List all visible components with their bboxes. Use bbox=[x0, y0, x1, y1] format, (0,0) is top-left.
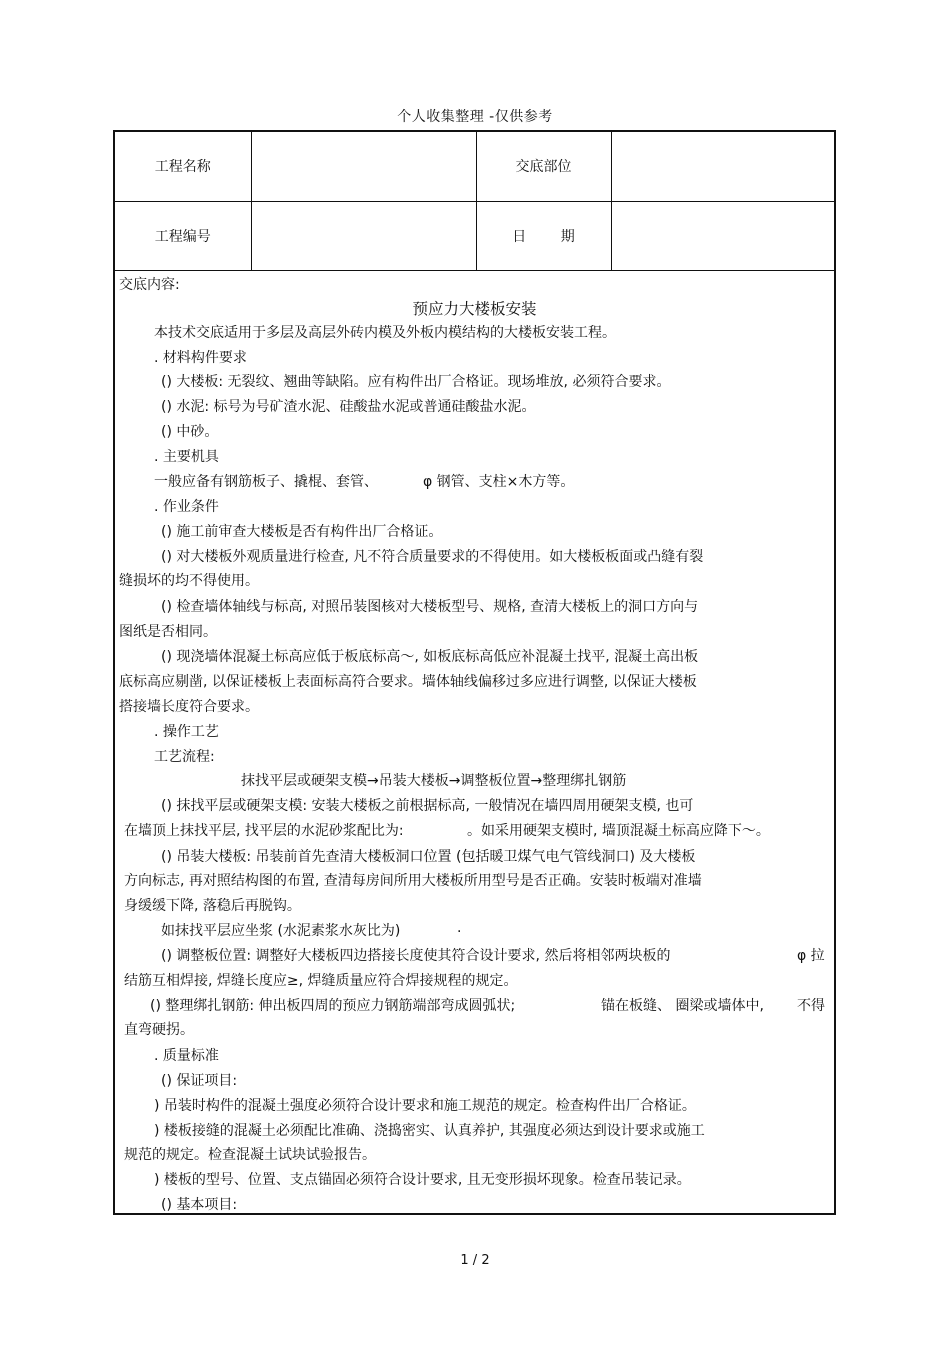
info-table bbox=[115, 132, 834, 271]
project-no-label: 工程编号 bbox=[115, 201, 251, 270]
date-label: 日 期 bbox=[476, 201, 611, 270]
subsection-heading: () 保证项目: bbox=[161, 1073, 238, 1089]
handover-part-label: 交底部位 bbox=[476, 132, 611, 201]
process-flow: 抹找平层或硬架支模→吊装大楼板→调整板位置→整理绑扎钢筋 bbox=[241, 773, 627, 789]
paragraph-text: 一般应备有钢筋板子、撬棍、套管、 bbox=[154, 474, 378, 490]
subsection-heading: () 基本项目: bbox=[161, 1197, 238, 1213]
project-name-field[interactable] bbox=[251, 132, 476, 201]
intro-text: 本技术交底适用于多层及高层外砖内模及外板内模结构的大楼板安装工程。 bbox=[154, 325, 616, 341]
paragraph-text: 如抹找平层应坐浆 (水泥素浆水灰比为) bbox=[161, 923, 401, 939]
list-item: () 抹找平层或硬架支模: 安装大楼板之前根据标高, 一般情况在墙四周用硬架支模, 也可 bbox=[161, 798, 694, 814]
paragraph-text: . bbox=[457, 920, 462, 936]
list-item-continued: 缝损坏的均不得使用。 bbox=[119, 573, 259, 589]
list-item: () 调整板位置: 调整好大楼板四边搭接长度使其符合设计要求, 然后将相邻两块板的 bbox=[161, 948, 671, 964]
paragraph-text: φ 钢管、支柱×木方等。 bbox=[423, 474, 575, 490]
page-number: 1 / 2 bbox=[460, 1253, 490, 1268]
handover-form bbox=[113, 130, 836, 1215]
list-item: ) 楼板的型号、位置、支点锚固必须符合设计要求, 且无变形损坏现象。检查吊装记录。 bbox=[154, 1172, 691, 1188]
list-item-continued: 身缓缓下降, 落稳后再脱钩。 bbox=[124, 898, 301, 914]
list-item-continued: 直弯硬拐。 bbox=[124, 1022, 194, 1038]
content-label: 交底内容: bbox=[119, 277, 180, 293]
section-heading: . 操作工艺 bbox=[154, 724, 219, 740]
list-item-continued: 结筋互相焊接, 焊缝长度应≥, 焊缝质量应符合焊接规程的规定。 bbox=[124, 973, 518, 989]
list-item-continued: 在墙顶上抹找平层, 找平层的水泥砂浆配比为: bbox=[124, 823, 404, 839]
list-item: () 现浇墙体混凝土标高应低于板底标高～, 如板底标高低应补混凝土找平, 混凝土高出板 bbox=[161, 649, 699, 665]
content-title: 预应力大楼板安装 bbox=[412, 300, 537, 318]
list-item: 不得 bbox=[797, 998, 825, 1014]
list-item: () 中砂。 bbox=[161, 424, 219, 440]
list-item: () 吊装大楼板: 吊装前首先查清大楼板洞口位置 (包括暖卫煤气电气管线洞口) 及大楼板 bbox=[161, 849, 696, 865]
list-item-continued: 规范的规定。检查混凝土试块试验报告。 bbox=[124, 1147, 376, 1163]
list-item: () 水泥: 标号为号矿渣水泥、硅酸盐水泥或普通硅酸盐水泥。 bbox=[161, 399, 536, 415]
date-field[interactable] bbox=[611, 201, 834, 270]
section-heading: . 主要机具 bbox=[154, 449, 219, 465]
list-item: () 大楼板: 无裂纹、翘曲等缺陷。应有构件出厂合格证。现场堆放, 必须符合要求。 bbox=[161, 374, 671, 390]
list-item: () 施工前审查大楼板是否有构件出厂合格证。 bbox=[161, 524, 443, 540]
list-item: 锚在板缝、 圈梁或墙体中, bbox=[601, 998, 764, 1014]
list-item: () 检查墙体轴线与标高, 对照吊装图核对大楼板型号、规格, 查清大楼板上的洞口方向与 bbox=[161, 599, 699, 615]
section-heading: . 作业条件 bbox=[154, 499, 219, 515]
flow-label: 工艺流程: bbox=[154, 749, 215, 765]
header-note: 个人收集整理 -仅供参考 bbox=[397, 109, 553, 125]
list-item: () 对大楼板外观质量进行检查, 凡不符合质量要求的不得使用。如大楼板板面或凸缝有裂 bbox=[161, 549, 704, 565]
section-heading: . 质量标准 bbox=[154, 1048, 219, 1064]
list-item: () 整理绑扎钢筋: 伸出板四周的预应力钢筋端部弯成圆弧状; bbox=[150, 998, 516, 1014]
list-item: ) 吊装时构件的混凝土强度必须符合设计要求和施工规范的规定。检查构件出厂合格证。 bbox=[154, 1098, 696, 1114]
list-item-continued: 。如采用硬架支模时, 墙顶混凝土标高应降下～。 bbox=[467, 823, 770, 839]
project-no-field[interactable] bbox=[251, 201, 476, 270]
list-item: ) 楼板接缝的混凝土必须配比准确、浇捣密实、认真养护, 其强度必须达到设计要求或施工 bbox=[154, 1123, 705, 1139]
project-name-label: 工程名称 bbox=[115, 132, 251, 201]
list-item-continued: 图纸是否相同。 bbox=[119, 624, 217, 640]
list-item-continued: 底标高应剔凿, 以保证楼板上表面标高符合要求。墙体轴线偏移过多应进行调整, 以保证大楼板 bbox=[119, 674, 697, 690]
list-item: φ 拉 bbox=[797, 948, 825, 964]
list-item-continued: 搭接墙长度符合要求。 bbox=[119, 699, 259, 715]
section-heading: . 材料构件要求 bbox=[154, 350, 247, 366]
list-item-continued: 方向标志, 再对照结构图的布置, 查清每房间所用大楼板所用型号是否正确。安装时板端对准墙 bbox=[124, 873, 702, 889]
handover-part-field[interactable] bbox=[611, 132, 834, 201]
